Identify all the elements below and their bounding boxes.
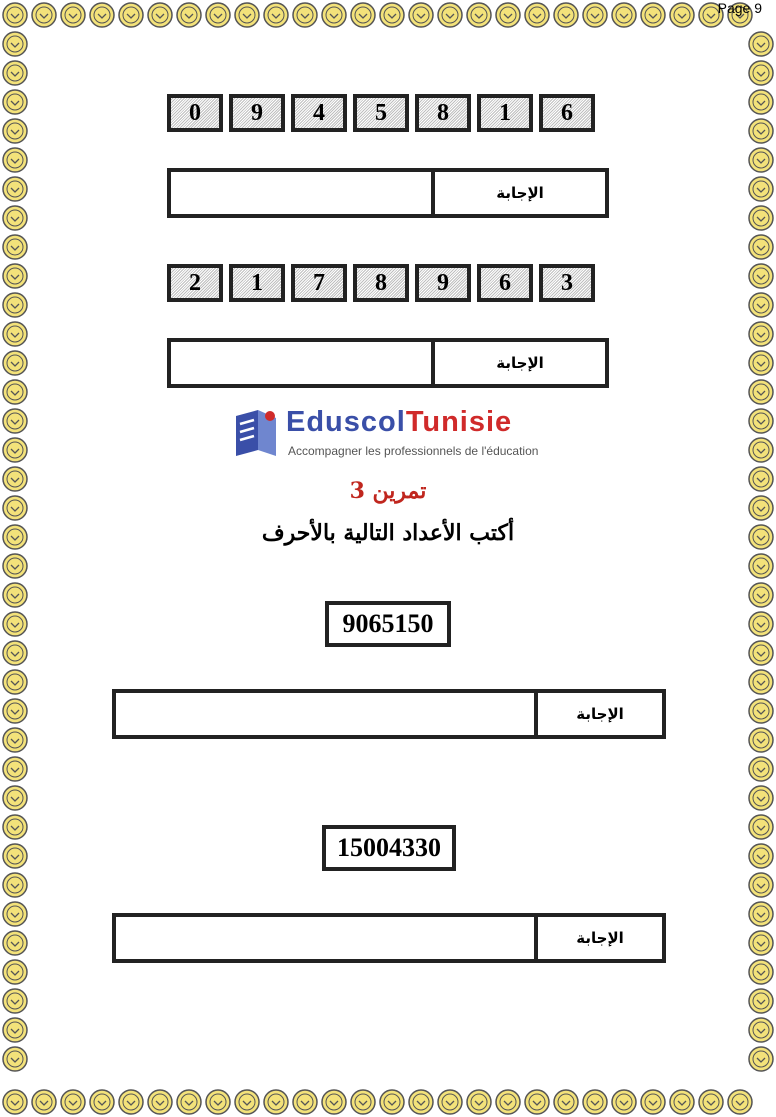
- smiley-icon: [496, 3, 520, 27]
- smiley-icon: [177, 1090, 201, 1114]
- smiley-icon: [749, 757, 773, 781]
- smiley-icon: [3, 322, 27, 346]
- smiley-icon: [3, 757, 27, 781]
- digit-cell: 8: [415, 94, 471, 132]
- smiley-icon: [3, 61, 27, 85]
- smiley-icon: [3, 989, 27, 1013]
- page-number: Page 9: [717, 0, 762, 16]
- smiley-icon: [749, 177, 773, 201]
- smiley-icon: [293, 3, 317, 27]
- smiley-icon: [3, 1018, 27, 1042]
- smiley-icon: [749, 844, 773, 868]
- digit-cell: 9: [415, 264, 471, 302]
- smiley-icon: [749, 322, 773, 346]
- smiley-icon: [496, 1090, 520, 1114]
- smiley-icon: [670, 3, 694, 27]
- smiley-icon: [728, 1090, 752, 1114]
- digit-cell: 3: [539, 264, 595, 302]
- smiley-icon: [749, 728, 773, 752]
- smiley-icon: [749, 989, 773, 1013]
- smiley-icon: [612, 3, 636, 27]
- smiley-icon: [749, 960, 773, 984]
- smiley-icon: [351, 1090, 375, 1114]
- smiley-icon: [3, 264, 27, 288]
- smiley-icon: [90, 3, 114, 27]
- smiley-icon: [641, 3, 665, 27]
- smiley-icon: [525, 3, 549, 27]
- smiley-icon: [438, 3, 462, 27]
- smiley-icon: [3, 641, 27, 665]
- smiley-icon: [3, 699, 27, 723]
- answer-label: الإجابة: [534, 917, 662, 959]
- smiley-icon: [749, 119, 773, 143]
- smiley-icon: [3, 670, 27, 694]
- smiley-icon: [32, 3, 56, 27]
- smiley-icon: [3, 351, 27, 375]
- answer-label: الإجابة: [431, 172, 605, 214]
- smiley-icon: [177, 3, 201, 27]
- smiley-icon: [554, 3, 578, 27]
- smiley-icon: [749, 699, 773, 723]
- smiley-icon: [467, 3, 491, 27]
- smiley-icon: [119, 3, 143, 27]
- smiley-icon: [749, 670, 773, 694]
- smiley-icon: [749, 206, 773, 230]
- smiley-icon: [90, 1090, 114, 1114]
- logo-tagline: Accompagner les professionnels de l'éducation: [288, 444, 539, 458]
- logo-brand: [286, 406, 512, 439]
- smiley-icon: [749, 786, 773, 810]
- smiley-icon: [3, 90, 27, 114]
- smiley-icon: [409, 3, 433, 27]
- answer-box-4[interactable]: [112, 913, 666, 963]
- digit-cell: 6: [539, 94, 595, 132]
- answer-blank[interactable]: [171, 172, 431, 214]
- smiley-icon: [206, 1090, 230, 1114]
- digit-cell: 2: [167, 264, 223, 302]
- smiley-icon: [3, 583, 27, 607]
- logo-brand-part1: Eduscol: [286, 406, 406, 438]
- smiley-icon: [235, 3, 259, 27]
- eduscol-book-icon: [230, 406, 280, 460]
- smiley-icon: [3, 1090, 27, 1114]
- smiley-icon: [749, 293, 773, 317]
- smiley-icon: [3, 119, 27, 143]
- answer-box-3[interactable]: [112, 689, 666, 739]
- smiley-icon: [583, 3, 607, 27]
- digit-cell: 7: [291, 264, 347, 302]
- eduscol-logo: [230, 404, 540, 464]
- smiley-icon: [749, 931, 773, 955]
- smiley-icon: [3, 844, 27, 868]
- answer-blank[interactable]: [116, 693, 534, 735]
- smiley-icon: [264, 1090, 288, 1114]
- smiley-icon: [749, 873, 773, 897]
- smiley-icon: [749, 380, 773, 404]
- smiley-icon: [749, 148, 773, 172]
- digit-row-2: [167, 264, 595, 302]
- smiley-icon: [749, 902, 773, 926]
- smiley-icon: [3, 815, 27, 839]
- answer-blank[interactable]: [171, 342, 431, 384]
- smiley-icon: [749, 351, 773, 375]
- smiley-icon: [3, 786, 27, 810]
- smiley-icon: [206, 3, 230, 27]
- digit-cell: 1: [229, 264, 285, 302]
- digit-cell: 1: [477, 94, 533, 132]
- answer-box-2[interactable]: [167, 338, 609, 388]
- smiley-icon: [3, 206, 27, 230]
- smiley-icon: [749, 1018, 773, 1042]
- smiley-icon: [670, 1090, 694, 1114]
- smiley-icon: [749, 583, 773, 607]
- smiley-icon: [3, 235, 27, 259]
- smiley-icon: [119, 1090, 143, 1114]
- answer-label: الإجابة: [431, 342, 605, 384]
- smiley-icon: [293, 1090, 317, 1114]
- smiley-icon: [351, 3, 375, 27]
- smiley-icon: [3, 409, 27, 433]
- smiley-icon: [749, 264, 773, 288]
- smiley-icon: [749, 554, 773, 578]
- smiley-icon: [3, 728, 27, 752]
- number-box-2: 15004330: [322, 825, 456, 871]
- smiley-icon: [749, 438, 773, 462]
- digit-cell: 4: [291, 94, 347, 132]
- smiley-icon: [583, 1090, 607, 1114]
- smiley-icon: [3, 3, 27, 27]
- smiley-icon: [749, 409, 773, 433]
- smiley-icon: [749, 1047, 773, 1071]
- smiley-icon: [749, 235, 773, 259]
- digit-cell: 5: [353, 94, 409, 132]
- smiley-icon: [641, 1090, 665, 1114]
- smiley-icon: [264, 3, 288, 27]
- smiley-icon: [749, 90, 773, 114]
- answer-box-1[interactable]: [167, 168, 609, 218]
- smiley-icon: [61, 3, 85, 27]
- smiley-icon: [3, 554, 27, 578]
- digit-cell: 9: [229, 94, 285, 132]
- answer-blank[interactable]: [116, 917, 534, 959]
- smiley-icon: [322, 3, 346, 27]
- smiley-icon: [749, 61, 773, 85]
- smiley-icon: [235, 1090, 259, 1114]
- smiley-icon: [3, 293, 27, 317]
- smiley-icon: [380, 3, 404, 27]
- smiley-icon: [612, 1090, 636, 1114]
- smiley-icon: [3, 902, 27, 926]
- smiley-icon: [699, 1090, 723, 1114]
- smiley-icon: [148, 3, 172, 27]
- smiley-icon: [3, 438, 27, 462]
- smiley-icon: [554, 1090, 578, 1114]
- exercise-3-instruction: أكتب الأعداد التالية بالأحرف: [261, 520, 515, 546]
- smiley-icon: [3, 931, 27, 955]
- logo-brand-part2: Tunisie: [405, 406, 513, 438]
- digit-cell: 8: [353, 264, 409, 302]
- smiley-icon: [32, 1090, 56, 1114]
- smiley-icon: [3, 612, 27, 636]
- smiley-icon: [3, 380, 27, 404]
- smiley-icon: [525, 1090, 549, 1114]
- answer-label: الإجابة: [534, 693, 662, 735]
- smiley-icon: [749, 612, 773, 636]
- smiley-icon: [409, 1090, 433, 1114]
- digit-cell: 0: [167, 94, 223, 132]
- smiley-icon: [322, 1090, 346, 1114]
- smiley-icon: [3, 148, 27, 172]
- smiley-icon: [749, 32, 773, 56]
- smiley-icon: [3, 873, 27, 897]
- number-box-1: 9065150: [325, 601, 451, 647]
- smiley-icon: [749, 641, 773, 665]
- smiley-icon: [380, 1090, 404, 1114]
- exercise-3-title: تمرين 3: [349, 478, 427, 504]
- smiley-icon: [3, 1047, 27, 1071]
- smiley-icon: [438, 1090, 462, 1114]
- smiley-icon: [3, 32, 27, 56]
- smiley-icon: [749, 815, 773, 839]
- smiley-icon: [61, 1090, 85, 1114]
- digit-cell: 6: [477, 264, 533, 302]
- smiley-icon: [3, 960, 27, 984]
- smiley-icon: [3, 177, 27, 201]
- smiley-icon: [148, 1090, 172, 1114]
- smiley-icon: [467, 1090, 491, 1114]
- digit-row-1: [167, 94, 595, 132]
